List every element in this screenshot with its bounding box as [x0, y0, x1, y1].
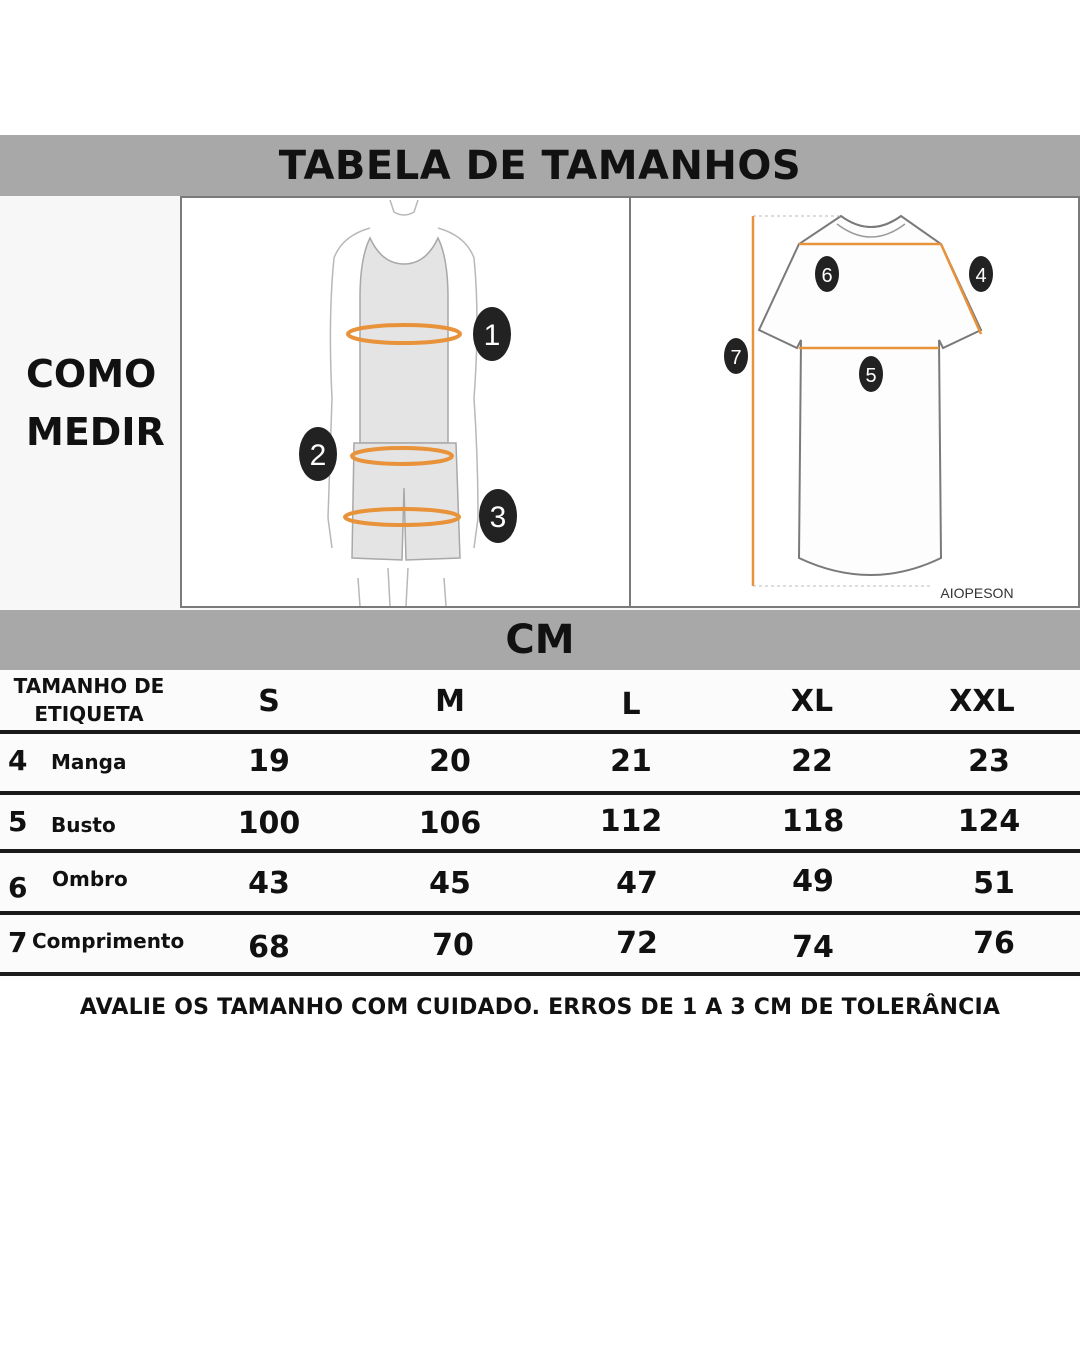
tshirt-icon	[631, 198, 1078, 606]
row-divider	[0, 911, 1080, 915]
row-divider	[0, 730, 1080, 734]
cell-comprimento-xxl: 76	[973, 926, 1015, 961]
cell-manga-m: 20	[429, 744, 471, 779]
row-number-busto: 5	[8, 805, 28, 838]
how-to-measure-section	[0, 196, 1080, 610]
cell-busto-xl: 118	[781, 804, 845, 839]
tag-size-label-line-1: TAMANHO DE	[13, 674, 165, 698]
size-header-l: L	[621, 687, 641, 722]
cell-manga-xl: 22	[791, 744, 833, 779]
body-marker-2	[299, 427, 337, 481]
cell-ombro-xl: 49	[792, 864, 834, 899]
svg-text:4: 4	[975, 265, 987, 287]
cell-comprimento-xl: 74	[792, 930, 834, 965]
cell-comprimento-m: 70	[432, 928, 474, 963]
cell-busto-l: 112	[599, 804, 663, 839]
tolerance-note: AVALIE OS TAMANHO COM CUIDADO. ERROS DE 1 A 3 CM DE TOLERÂNCIA	[79, 995, 1001, 1020]
svg-text:5: 5	[865, 365, 877, 387]
row-label-manga: Manga	[51, 750, 127, 774]
shirt-measure-illustration	[629, 196, 1080, 608]
cell-busto-m: 106	[418, 806, 482, 841]
cell-manga-s: 19	[248, 744, 290, 779]
svg-text:7: 7	[730, 347, 742, 369]
brand-watermark: AIOPESON	[940, 585, 1014, 601]
how-to-measure-label	[0, 196, 180, 610]
cell-busto-xxl: 124	[957, 804, 1021, 839]
body-marker-1	[473, 307, 511, 361]
how-to-measure-line-1: COMO	[26, 352, 157, 396]
cell-ombro-xxl: 51	[973, 866, 1015, 901]
cell-comprimento-s: 68	[248, 930, 290, 965]
shirt-marker-5	[859, 356, 883, 392]
shirt-marker-4	[969, 256, 993, 292]
shirt-marker-7	[724, 338, 748, 374]
svg-text:2: 2	[309, 439, 327, 472]
row-divider	[0, 849, 1080, 853]
row-number-ombro: 6	[8, 871, 28, 904]
cell-manga-l: 21	[610, 744, 652, 779]
cell-busto-s: 100	[237, 806, 301, 841]
cell-ombro-l: 47	[616, 866, 658, 901]
size-header-s: S	[258, 684, 280, 719]
cell-ombro-s: 43	[248, 866, 290, 901]
page-title: TABELA DE TAMANHOS	[0, 135, 1080, 196]
row-divider	[0, 972, 1080, 976]
row-number-manga: 4	[8, 744, 28, 777]
row-number-comprimento: 7	[8, 926, 28, 959]
svg-text:6: 6	[821, 265, 833, 287]
size-header-xxl: XXL	[949, 684, 1015, 719]
row-divider	[0, 791, 1080, 795]
row-label-busto: Busto	[51, 813, 116, 837]
tag-size-label	[14, 672, 165, 728]
unit-band: CM	[0, 610, 1080, 670]
size-header-xl: XL	[790, 684, 834, 719]
cell-comprimento-l: 72	[616, 926, 658, 961]
row-label-ombro: Ombro	[52, 867, 128, 891]
size-table	[0, 670, 1080, 980]
cell-ombro-m: 45	[429, 866, 471, 901]
how-to-measure-line-2: MEDIR	[26, 410, 165, 454]
body-marker-3	[479, 489, 517, 543]
svg-text:3: 3	[489, 501, 507, 534]
row-label-comprimento: Comprimento	[32, 929, 185, 953]
shirt-marker-6	[815, 256, 839, 292]
size-header-m: M	[435, 684, 465, 719]
svg-text:1: 1	[483, 319, 501, 352]
body-measure-illustration	[180, 196, 631, 608]
cell-manga-xxl: 23	[968, 744, 1010, 779]
body-figure-icon	[182, 198, 629, 606]
tag-size-label-line-2: ETIQUETA	[34, 702, 144, 726]
